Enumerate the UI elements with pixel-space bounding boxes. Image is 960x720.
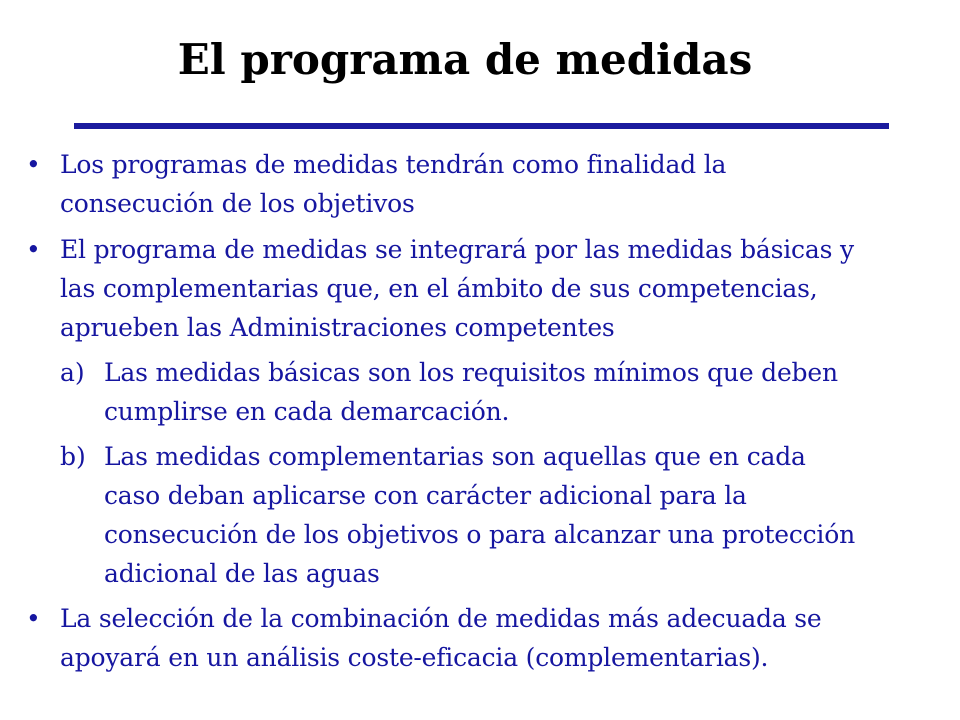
text-line: caso deban aplicarse con carácter adicional para la — [104, 481, 747, 510]
text-line: aprueben las Administraciones competentes — [60, 313, 615, 342]
slide-title: El programa de medidas — [177, 35, 753, 84]
text-line: apoyará en un análisis coste-eficacia (complementarias). — [60, 643, 769, 672]
text-line: Las medidas básicas son los requisitos mínimos que deben — [104, 358, 838, 387]
text-line: Las medidas complementarias son aquellas que en cada — [104, 442, 806, 471]
sub-item-text — [104, 437, 855, 593]
text-line: cumplirse en cada demarcación. — [104, 397, 510, 426]
sub-item-text — [104, 353, 838, 431]
text-line: consecución de los objetivos o para alcanzar una protección — [104, 520, 855, 549]
sub-item-marker: b) — [60, 442, 86, 471]
bullet-icon: • — [26, 150, 41, 179]
bullet-text — [60, 230, 854, 347]
text-line: La selección de la combinación de medidas más adecuada se — [60, 604, 822, 633]
text-line: El programa de medidas se integrará por las medidas básicas y — [60, 235, 854, 264]
sub-item-marker: a) — [60, 358, 85, 387]
text-line: consecución de los objetivos — [60, 189, 415, 218]
text-line: adicional de las aguas — [104, 559, 380, 588]
text-line: Los programas de medidas tendrán como finalidad la — [60, 150, 727, 179]
bullet-text — [60, 599, 822, 677]
bullet-icon: • — [26, 235, 41, 264]
text-line: las complementarias que, en el ámbito de sus competencias, — [60, 274, 818, 303]
bullet-text — [60, 145, 726, 223]
bullet-icon: • — [26, 604, 41, 633]
